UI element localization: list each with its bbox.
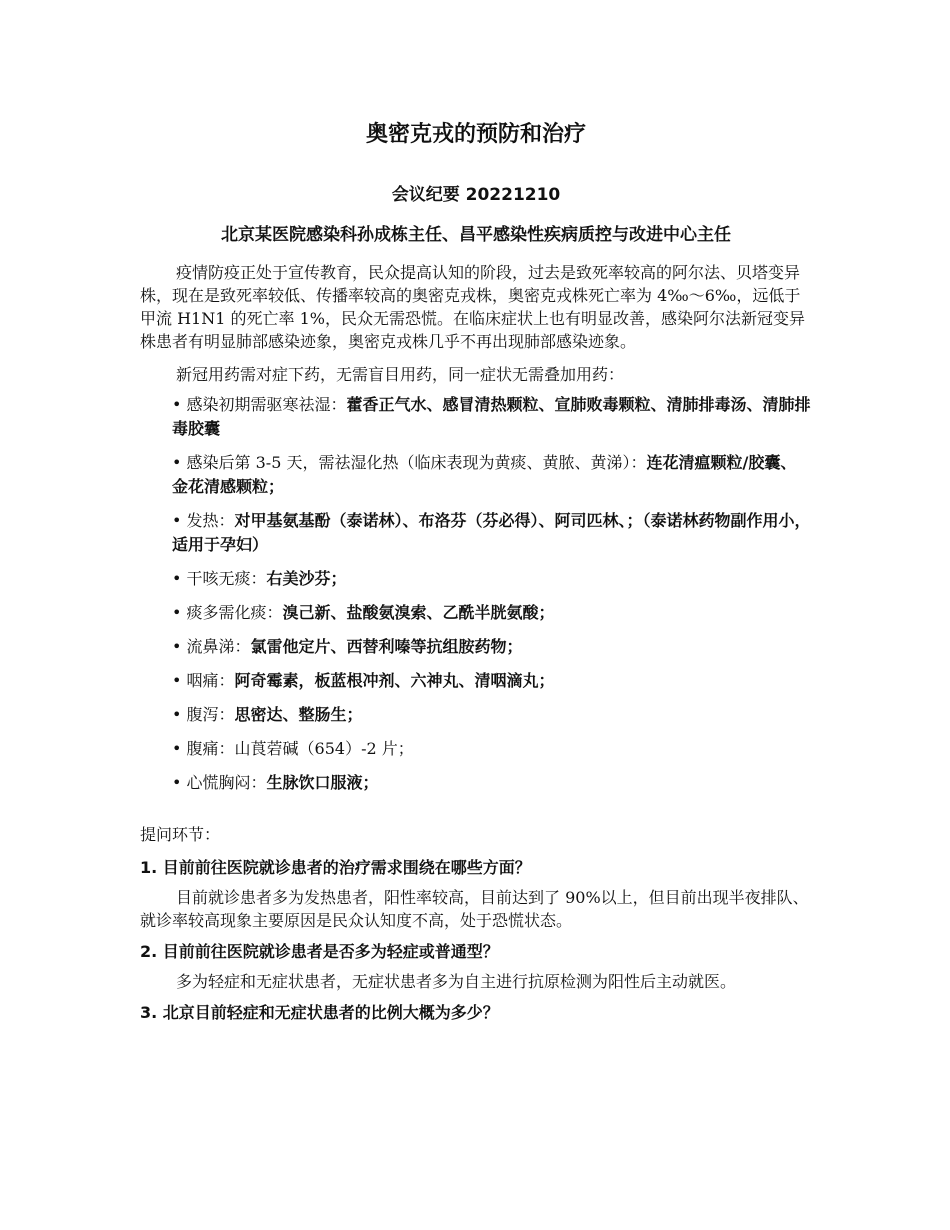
- answer-1: 目前就诊患者多为发热患者，阳性率较高，目前达到了 90%以上，但目前出现半夜排队、就诊率较高现象主要原因是民众认知度不高，处于恐慌状态。: [140, 888, 809, 930]
- drug-names: 阿奇霉素，板蓝根冲剂、六神丸、清咽滴丸；: [234, 671, 555, 690]
- drug-names: 对甲基氨基酚（泰诺林）、布洛芬（芬必得）、阿司匹林、；（泰诺林药物副作用小，适用于孕妇）: [172, 511, 811, 554]
- symptom-label: 感染初期需驱寒祛湿：: [186, 395, 347, 414]
- drug-names: 藿香正气水、感冒清热颗粒、宣肺败毒颗粒、清肺排毒汤、清肺排毒胶囊: [172, 395, 811, 438]
- drug-names: 思密达、整肠生；: [234, 705, 363, 724]
- bullet-icon: •: [172, 705, 182, 724]
- drug-names: 654）-2 片；: [314, 739, 414, 758]
- bullet-icon: •: [172, 453, 182, 472]
- document-content: [140, 118, 812, 1031]
- list-item: [140, 669, 812, 693]
- list-item: [140, 771, 812, 795]
- symptom-label: 流鼻涕：: [186, 637, 251, 656]
- list-item: [140, 601, 812, 625]
- bullet-icon: •: [172, 603, 182, 622]
- document-subtitle: 会议纪要 20221210: [391, 185, 561, 205]
- list-item: [140, 635, 812, 659]
- bullet-icon: •: [172, 739, 182, 758]
- symptom-label: 咽痛：: [186, 671, 235, 690]
- answer-2: 多为轻症和无症状患者，无症状患者多为自主进行抗原检测为阳性后主动就医。: [176, 972, 737, 991]
- bullet-icon: •: [172, 671, 182, 690]
- question-2: 2. 目前前往医院就诊患者是否多为轻症或普通型？: [140, 942, 499, 961]
- drug-names: 连花清瘟颗粒/胶囊、金花清感颗粒；: [172, 453, 797, 496]
- list-item: [140, 567, 812, 591]
- document-title: 奥密克戎的预防和治疗: [365, 122, 586, 147]
- symptom-label: 感染后第 3-5 天，需祛湿化热（临床表现为黄痰、黄脓、黄涕）：: [186, 453, 647, 472]
- list-item: [140, 737, 812, 761]
- question-1: 1. 目前前往医院就诊患者的治疗需求围绕在哪些方面？: [140, 858, 531, 877]
- symptom-label: 腹痛：山莨菪碱（: [186, 739, 315, 758]
- drug-names: 生脉饮口服液；: [266, 773, 379, 792]
- bullet-icon: •: [172, 395, 182, 414]
- speaker-organization: 北京某医院感染科孙成栋主任、昌平感染性疾病质控与改进中心主任: [221, 225, 731, 245]
- bullet-icon: •: [172, 511, 182, 530]
- list-item: [140, 703, 812, 727]
- question-3: 3. 北京目前轻症和无症状患者的比例大概为多少？: [140, 1003, 499, 1022]
- drug-names: 氯雷他定片、西替利嗪等抗组胺药物；: [250, 637, 523, 656]
- symptom-label: 心慌胸闷：: [186, 773, 267, 792]
- medication-list: [140, 393, 812, 795]
- drug-names: 右美沙芬；: [266, 569, 347, 588]
- intro-paragraph: 疫情防疫正处于宣传教育，民众提高认知的阶段，过去是致死率较高的阿尔法、贝塔变异株，现在是致死率较低、传播率较高的奥密克戎株，奥密克戎株死亡率为 4‰～6‰，远低于甲流 H1N1 的死亡率 1%，民众无需恐慌。在临床症状上也有明显改善，感染阿尔法新冠变异株患者有明显肺部感染迹象，奥密克戎株几乎不再出现肺部感染迹象。: [140, 263, 805, 351]
- list-item: [140, 393, 812, 441]
- bullet-icon: •: [172, 569, 182, 588]
- medication-intro: 新冠用药需对症下药，无需盲目用药，同一症状无需叠加用药：: [176, 365, 625, 384]
- symptom-label: 干咳无痰：: [186, 569, 267, 588]
- list-item: [140, 451, 812, 499]
- symptom-label: 腹泻：: [186, 705, 235, 724]
- bullet-icon: •: [172, 637, 182, 656]
- symptom-label: 发热：: [186, 511, 235, 530]
- bullet-icon: •: [172, 773, 182, 792]
- list-item: [140, 509, 812, 557]
- qa-heading: 提问环节：: [140, 825, 221, 844]
- symptom-label: 痰多需化痰：: [186, 603, 283, 622]
- drug-names: 溴己新、盐酸氨溴索、乙酰半胱氨酸；: [282, 603, 555, 622]
